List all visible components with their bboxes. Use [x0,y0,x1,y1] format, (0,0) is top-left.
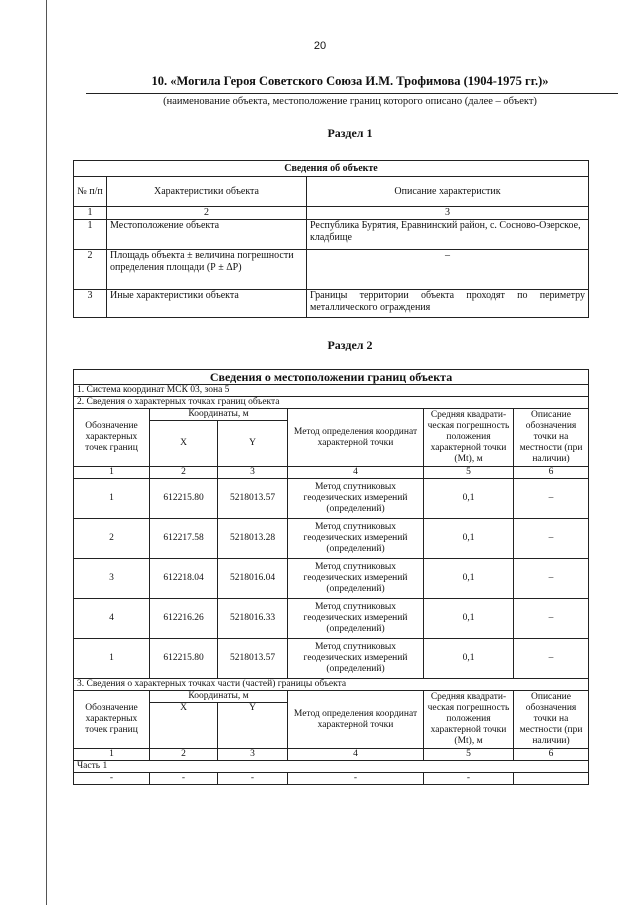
point-x: 612217.58 [150,519,218,559]
col-characteristic-header: Характеристики объекта [107,177,307,207]
point-x: 612215.80 [150,639,218,679]
boundary-table-title: Сведения о местоположении границ объекта [74,370,589,385]
point-method: Метод спутниковых геодезических измерений (определений) [288,479,424,519]
part-cell: - [424,773,514,785]
index-cell: 3 [307,207,589,220]
point-id: 4 [74,599,150,639]
point-description-header: Описание обозначения точки на местности (при наличии) [514,409,589,467]
point-description: – [514,599,589,639]
col-number-header: № п/п [74,177,107,207]
rms-header: Средняя квадрати-ческая погрешность положения характерной точки (Mt), м [424,691,514,749]
point-description-header: Описание обозначения точки на местности (при наличии) [514,691,589,749]
point-method: Метод спутниковых геодезических измерений (определений) [288,559,424,599]
row-characteristic: Местоположение объекта [107,220,307,250]
point-method: Метод спутниковых геодезических измерений (определений) [288,519,424,559]
row-characteristic: Площадь объекта ± величина погрешности определения площади (Р ± ΔР) [107,250,307,290]
index-cell: 1 [74,467,150,479]
document-subtitle: (наименование объекта, местоположение границ которого описано (далее – объект) [163,96,537,107]
boundary-table [73,369,589,785]
part-cell: - [288,773,424,785]
table-row [74,220,589,250]
part-cell: - [150,773,218,785]
point-id: 1 [74,479,150,519]
point-mt: 0,1 [424,599,514,639]
index-cell: 5 [424,467,514,479]
index-cell: 1 [74,749,150,761]
index-cell: 2 [107,207,307,220]
coords-header: Координаты, м [150,409,288,421]
index-cell: 3 [218,749,288,761]
point-y: 5218013.57 [218,639,288,679]
rms-header: Средняя квадрати-ческая погрешность положения характерной точки (Mt), м [424,409,514,467]
table-row [74,773,589,785]
designation-header: Обозначение характерных точек границ [74,691,150,749]
part-cell [514,773,589,785]
point-method: Метод спутниковых геодезических измерений (определений) [288,639,424,679]
row-description: – [307,250,589,290]
point-mt: 0,1 [424,479,514,519]
left-margin-line [46,0,47,905]
section2-heading: Раздел 2 [327,338,373,352]
point-mt: 0,1 [424,559,514,599]
method-header: Метод определения координат характерной точки [288,409,424,467]
index-cell: 3 [218,467,288,479]
point-y: 5218013.57 [218,479,288,519]
x-header: X [150,421,218,467]
table-row [74,559,589,599]
document-title: 10. «Могила Героя Советского Союза И.М. Трофимова (1904-1975 гг.)» [151,74,549,88]
part-label: Часть 1 [74,761,589,773]
page-number: 20 [313,40,327,52]
table-row [74,479,589,519]
parts-heading: 3. Сведения о характерных точках части (частей) границы объекта [74,679,589,691]
index-cell: 1 [74,207,107,220]
table-row [74,639,589,679]
point-description: – [514,519,589,559]
point-description: – [514,479,589,519]
point-method: Метод спутниковых геодезических измерений (определений) [288,599,424,639]
coord-system: 1. Система координат МСК 03, зона 5 [74,385,589,397]
index-cell: 6 [514,467,589,479]
points-heading: 2. Сведения о характерных точках границ объекта [74,397,589,409]
table-row [74,519,589,559]
point-x: 612218.04 [150,559,218,599]
table-row [74,599,589,639]
row-number: 1 [74,220,107,250]
index-cell: 5 [424,749,514,761]
coords-header: Координаты, м [150,691,288,703]
point-id: 2 [74,519,150,559]
point-y: 5218016.33 [218,599,288,639]
point-x: 612216.26 [150,599,218,639]
index-cell: 2 [150,467,218,479]
point-mt: 0,1 [424,519,514,559]
designation-header: Обозначение характерных точек границ [74,409,150,467]
part-cell: - [218,773,288,785]
row-description: Республика Бурятия, Еравнинский район, с. Сосново-Озерское, кладбище [307,220,589,250]
index-cell: 4 [288,749,424,761]
index-cell: 6 [514,749,589,761]
section1-heading: Раздел 1 [327,126,373,140]
title-underline [86,93,618,94]
point-x: 612215.80 [150,479,218,519]
row-description: Границы территории объекта проходят по периметру металлического ограждения [307,290,589,318]
point-id: 1 [74,639,150,679]
index-cell: 4 [288,467,424,479]
point-y: 5218013.28 [218,519,288,559]
index-cell: 2 [150,749,218,761]
row-characteristic: Иные характеристики объекта [107,290,307,318]
point-description: – [514,559,589,599]
y-header: Y [218,421,288,467]
object-info-title: Сведения об объекте [74,161,589,177]
point-description: – [514,639,589,679]
part-cell: - [74,773,150,785]
x-header: X [150,703,218,749]
object-info-table [73,160,589,318]
point-mt: 0,1 [424,639,514,679]
point-y: 5218016.04 [218,559,288,599]
table-row [74,290,589,318]
y-header: Y [218,703,288,749]
row-number: 3 [74,290,107,318]
col-description-header: Описание характеристик [307,177,589,207]
row-number: 2 [74,250,107,290]
method-header: Метод определения координат характерной точки [288,691,424,749]
table-row [74,250,589,290]
point-id: 3 [74,559,150,599]
